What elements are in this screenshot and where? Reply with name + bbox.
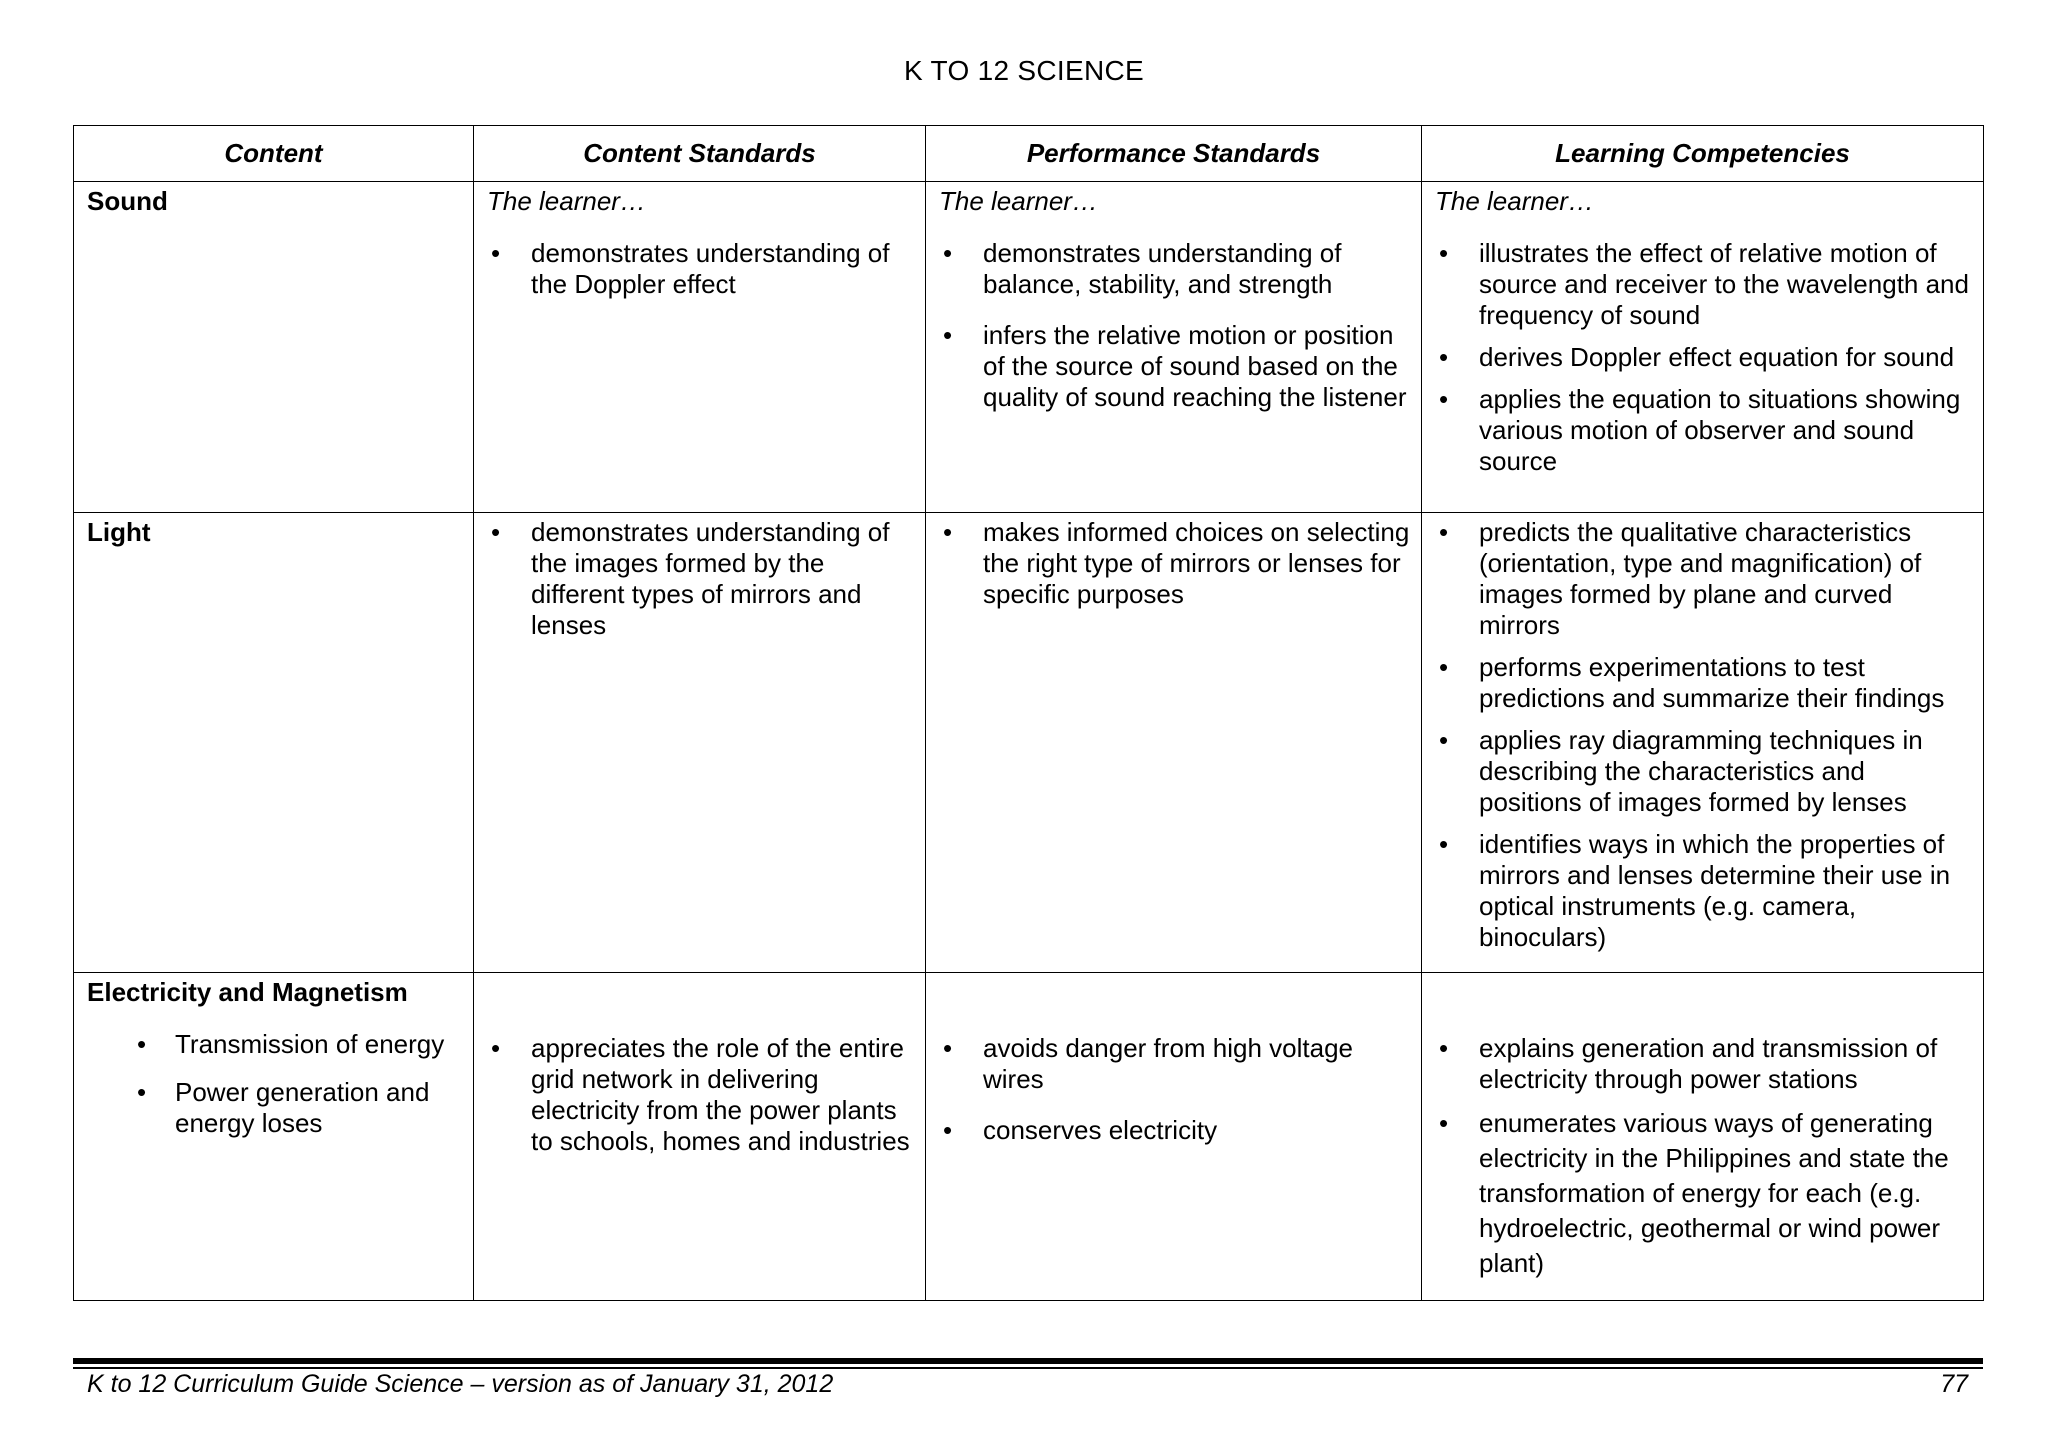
list-item: • illustrates the effect of relative motion of source and receiver to the wavelength and frequency of sound: [1435, 238, 1973, 331]
column-header-performance-standards: Performance Standards: [926, 126, 1422, 182]
topic-title: Electricity and Magnetism: [87, 977, 408, 1007]
table-header-row: [74, 126, 1984, 182]
list-item: • predicts the qualitative characteristics (orientation, type and magnification) of images formed by plane and curved mirrors: [1435, 517, 1973, 641]
learner-intro: The learner…: [939, 186, 1098, 216]
cell-content-standards: [474, 182, 926, 513]
list-item: • identifies ways in which the properties of mirrors and lenses determine their use in optical instruments (e.g. camera, binoculars): [1435, 829, 1973, 953]
table-row-electricity-magnetism: [74, 973, 1984, 1301]
list-item: • derives Doppler effect equation for sound: [1435, 342, 1973, 373]
list-item: • applies ray diagramming techniques in describing the characteristics and positions of images formed by lenses: [1435, 725, 1973, 818]
column-header-content: Content: [74, 126, 474, 182]
column-header-content-standards: Content Standards: [474, 126, 926, 182]
list-item: • demonstrates understanding of balance, stability, and strength: [939, 238, 1411, 300]
curriculum-table: [73, 125, 1984, 1301]
list-item: • avoids danger from high voltage wires: [939, 1033, 1411, 1095]
column-header-learning-competencies: Learning Competencies: [1422, 126, 1984, 182]
list-item: • conserves electricity: [939, 1115, 1411, 1146]
list-item: • enumerates various ways of generating electricity in the Philippines and state the transformation of energy for each (e.g. hydroelectric, geothermal or wind power plant): [1435, 1106, 1973, 1281]
cell-learning-competencies: [1422, 973, 1984, 1301]
list-item: • infers the relative motion or position of the source of sound based on the quality of sound reaching the listener: [939, 320, 1411, 413]
learner-intro: The learner…: [487, 186, 646, 216]
table-row-sound: [74, 182, 1984, 513]
cell-learning-competencies: [1422, 182, 1984, 513]
learner-intro: The learner…: [1435, 186, 1594, 216]
cell-performance-standards: [926, 973, 1422, 1301]
topic-title: Light: [87, 517, 151, 547]
list-item: • appreciates the role of the entire grid network in delivering electricity from the power plants to schools, homes and industries: [487, 1033, 915, 1157]
cell-content-standards: [474, 513, 926, 973]
cell-content: [74, 513, 474, 973]
list-item: • performs experimentations to test predictions and summarize their findings: [1435, 652, 1973, 714]
cell-content-standards: [474, 973, 926, 1301]
list-item: • makes informed choices on selecting the right type of mirrors or lenses for specific purposes: [939, 517, 1411, 610]
cell-performance-standards: [926, 513, 1422, 973]
subtopic-item: • Power generation and energy loses: [87, 1077, 463, 1139]
topic-title: Sound: [87, 186, 168, 216]
cell-performance-standards: [926, 182, 1422, 513]
cell-learning-competencies: [1422, 513, 1984, 973]
list-item: • demonstrates understanding of the Doppler effect: [487, 238, 915, 300]
footer-rule-thin: [73, 1367, 1983, 1369]
cell-content: [74, 182, 474, 513]
page-number: 77: [1940, 1370, 1968, 1398]
table-row-light: [74, 513, 1984, 973]
subtopic-item: • Transmission of energy: [87, 1029, 463, 1060]
list-item: • explains generation and transmission of electricity through power stations: [1435, 1033, 1973, 1095]
footer-rule: [73, 1358, 1983, 1364]
cell-content: [74, 973, 474, 1301]
list-item: • demonstrates understanding of the images formed by the different types of mirrors and lenses: [487, 517, 915, 641]
page-header-title: K TO 12 SCIENCE: [904, 55, 1144, 86]
footer-version-text: K to 12 Curriculum Guide Science – version as of January 31, 2012: [87, 1370, 834, 1398]
list-item: • applies the equation to situations showing various motion of observer and sound source: [1435, 384, 1973, 477]
